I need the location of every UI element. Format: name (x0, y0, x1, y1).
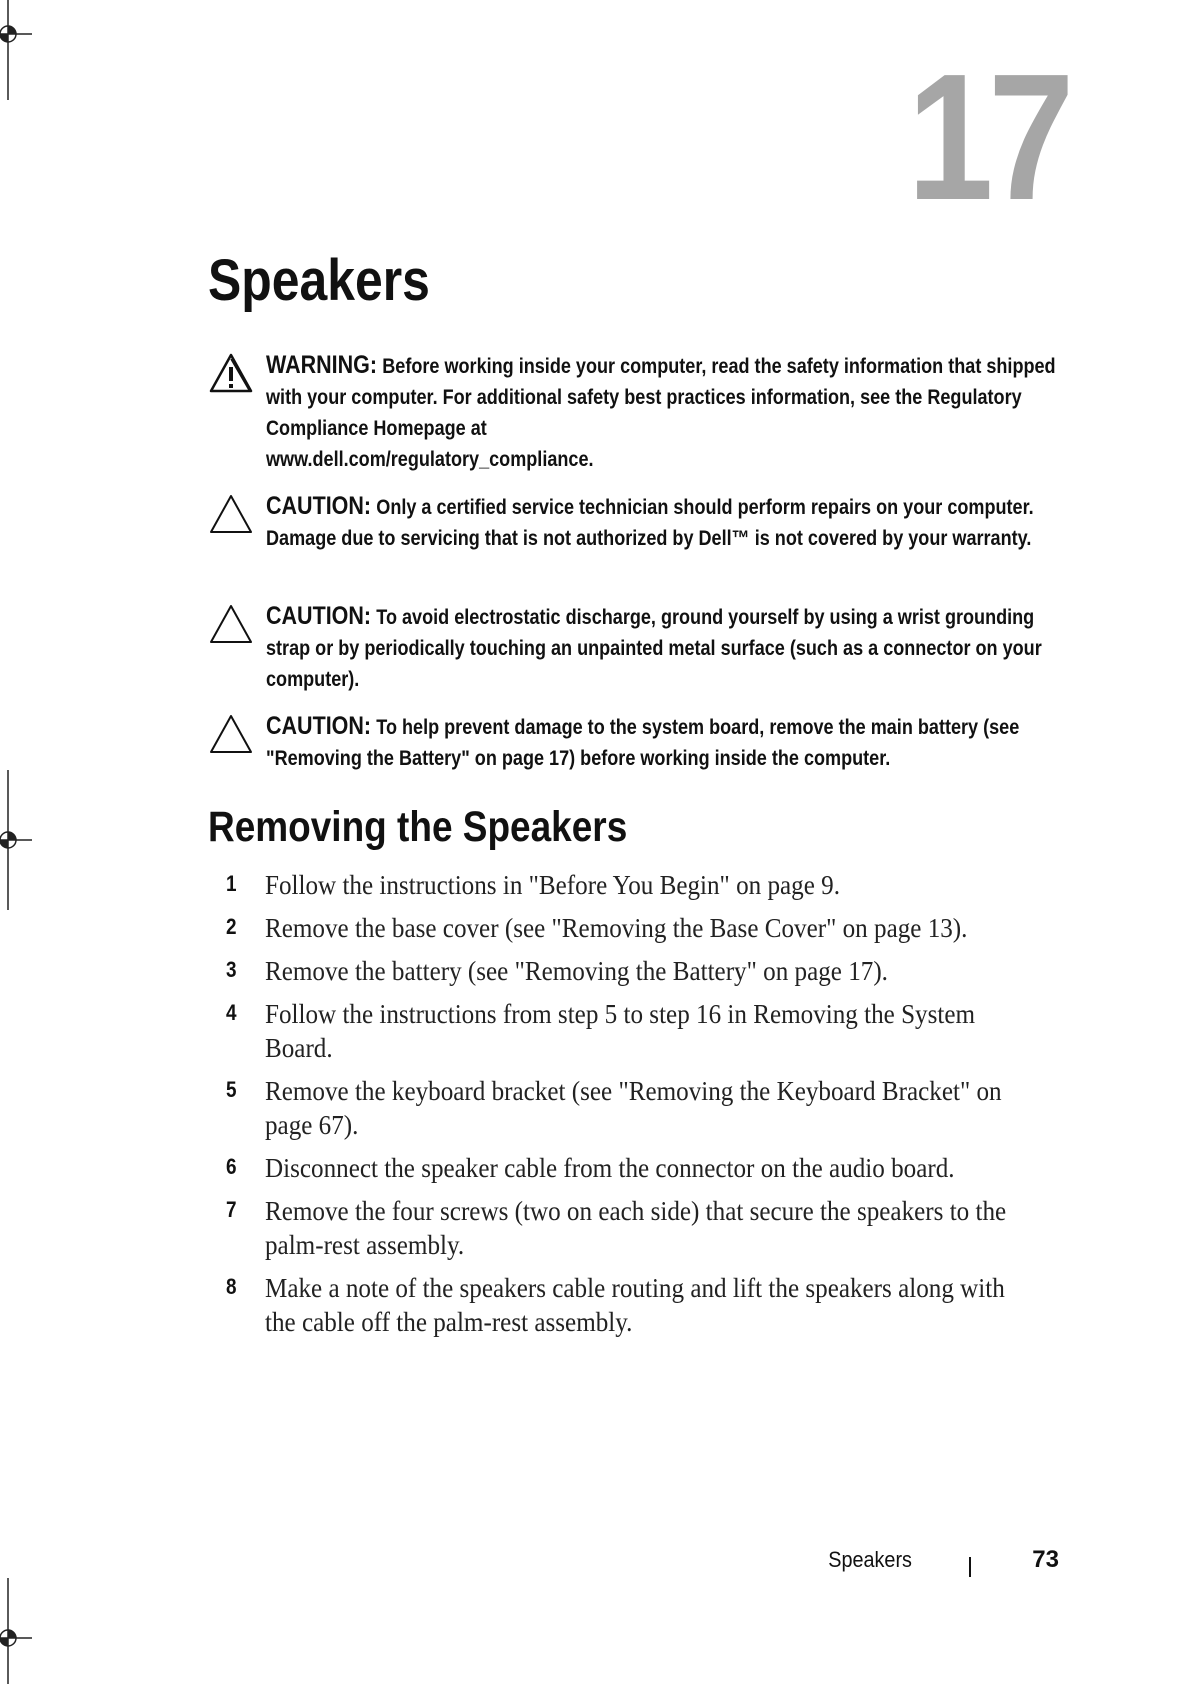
list-item (208, 997, 1088, 1065)
step-text: Disconnect the speaker cable from the connector on the audio board. (265, 1153, 955, 1183)
list-item (208, 1271, 1088, 1339)
caution-icon (208, 603, 254, 645)
step-number: 6 (226, 1154, 237, 1179)
step-number: 4 (226, 1000, 237, 1025)
registration-mark-top-icon (0, 0, 34, 100)
step-text: Remove the keyboard bracket (see "Removing the Keyboard Bracket" on page 67). (265, 1076, 1002, 1140)
notice-label: CAUTION: (266, 492, 372, 520)
step-number: 7 (226, 1197, 237, 1222)
list-item (208, 1151, 1088, 1185)
regulatory-compliance-link[interactable]: www.dell.com/regulatory_compliance. (266, 448, 594, 471)
registration-mark-middle-icon (0, 770, 34, 910)
notice-text: Before working inside your computer, read the safety information that shipped with your computer. For additional safety best practices information, see the Regulatory Compliance Homepage at (266, 355, 1056, 440)
footer-divider (969, 1557, 971, 1577)
caution-notice (208, 601, 1068, 695)
step-number: 1 (226, 871, 237, 896)
list-item (208, 868, 1088, 902)
notice-label: WARNING: (266, 351, 378, 379)
warning-notice (208, 350, 1068, 475)
caution-notice (208, 711, 1068, 774)
notice-text: To avoid electrostatic discharge, ground yourself by using a wrist grounding strap or by periodically touching an unpainted metal surface (such as a connector on your computer). (266, 606, 1042, 691)
notice-text: Only a certified service technician should perform repairs on your computer. Damage due to servicing that is not authorized by Dell™ is not covered by your warranty. (266, 496, 1034, 550)
chapter-number: 17 (907, 37, 1069, 238)
page-number: 73 (1032, 1546, 1059, 1573)
caution-icon (208, 713, 254, 755)
steps-list (208, 868, 1088, 1348)
registration-mark-bottom-icon (0, 1578, 34, 1684)
step-text: Remove the four screws (two on each side) that secure the speakers to the palm-rest assembly. (265, 1196, 1007, 1260)
list-item (208, 911, 1088, 945)
list-item (208, 1194, 1088, 1262)
footer-section-name: Speakers (828, 1547, 912, 1572)
notice-label: CAUTION: (266, 712, 372, 740)
chapter-title: Speakers (208, 248, 430, 313)
warning-icon (208, 352, 254, 394)
step-number: 3 (226, 957, 237, 982)
step-text: Follow the instructions in "Before You Begin" on page 9. (265, 870, 840, 900)
step-text: Remove the base cover (see "Removing the Base Cover" on page 13). (265, 913, 968, 943)
step-text: Follow the instructions from step 5 to step 16 in Removing the System Board. (265, 999, 976, 1063)
notice-label: CAUTION: (266, 602, 372, 630)
step-number: 2 (226, 914, 237, 939)
step-text: Remove the battery (see "Removing the Battery" on page 17). (265, 956, 888, 986)
list-item (208, 1074, 1088, 1142)
step-number: 8 (226, 1274, 237, 1299)
caution-icon (208, 493, 254, 535)
step-text: Make a note of the speakers cable routing and lift the speakers along with the cable off the palm-rest assembly. (265, 1273, 1005, 1337)
section-title: Removing the Speakers (208, 803, 628, 851)
caution-notice (208, 491, 1068, 554)
step-number: 5 (226, 1077, 237, 1102)
notice-text: To help prevent damage to the system board, remove the main battery (see "Removing the Battery" on page 17) before working inside the computer. (266, 716, 1020, 770)
list-item (208, 954, 1088, 988)
